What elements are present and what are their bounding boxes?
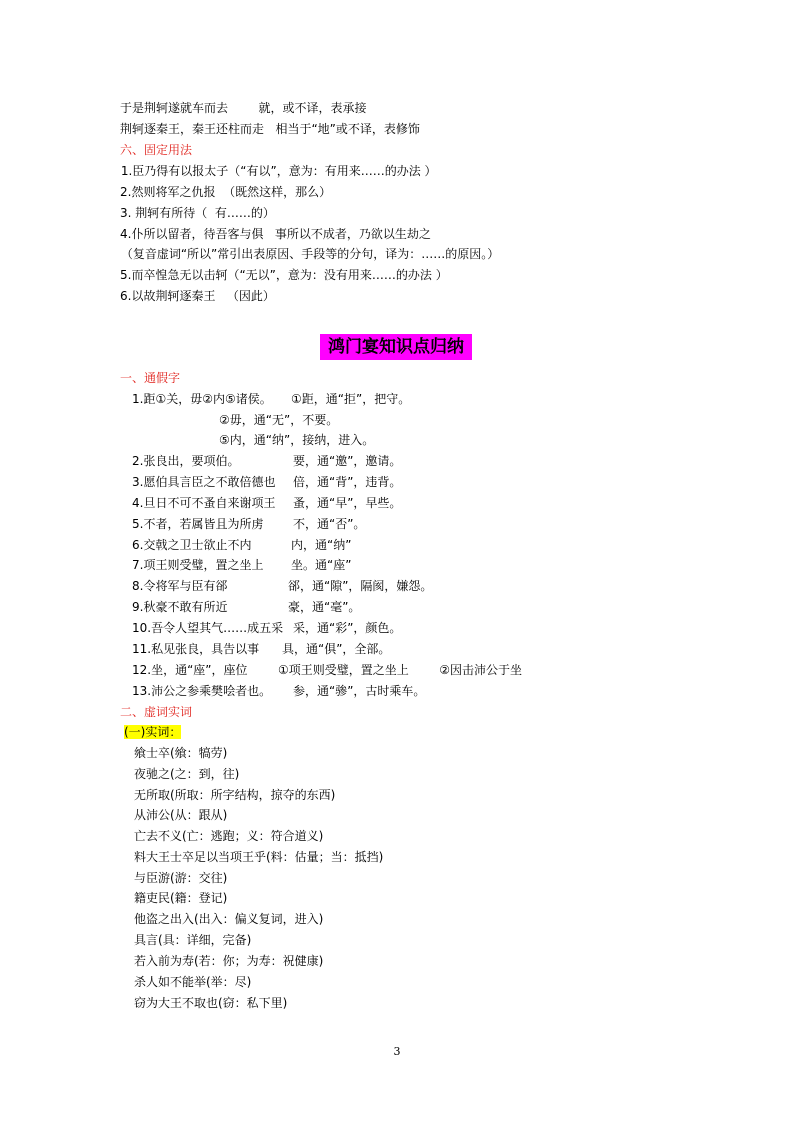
tongjia-example: 6.交戟之卫士欲止不内 <box>132 538 252 552</box>
list-item: 若入前为寿(若：你；为寿：祝健康) <box>134 954 324 968</box>
tongjia-explanation: 郤，通“隙”，隔阂，嫌怨。 <box>288 579 433 593</box>
tongjia-example: 5.不者，若属皆且为所虏 <box>132 517 264 531</box>
tongjia-explanation: ⑤内，通“纳”，接纳，进入。 <box>219 433 375 447</box>
highlighted-label: (一)实词： <box>124 725 182 739</box>
tongjia-explanation: 倍，通“背”，违背。 <box>293 475 402 489</box>
list-item: 4.仆所以留者，待吾客与俱 事所以不成者，乃欲以生劫之 <box>120 227 431 241</box>
list-item: 2.然则将军之仇报 （既然这样，那么） <box>120 185 332 199</box>
list-item: 与臣游(游：交往) <box>134 871 228 885</box>
tongjia-explanation: 豪，通“毫”。 <box>288 600 361 614</box>
tongjia-example: 9.秋豪不敢有所近 <box>132 600 228 614</box>
tongjia-example: 10.吾令人望其气……成五采 <box>132 621 284 635</box>
list-item: 夜驰之(之：到，往) <box>134 767 240 781</box>
tongjia-explanation: 要，通“邀”，邀请。 <box>293 454 402 468</box>
tongjia-explanation: ②毋，通“无”，不要。 <box>219 413 339 427</box>
page-title: 鸿门宴知识点归纳 <box>320 334 472 360</box>
list-item: 杀人如不能举(举：尽) <box>134 975 252 989</box>
tongjia-example: 7.项王则受璧，置之坐上 <box>132 558 264 572</box>
section-heading: 六、固定用法 <box>120 143 193 157</box>
list-item: 无所取(所取：所字结构，掠夺的东西) <box>134 788 336 802</box>
tongjia-explanation: 蚤，通“早”，早些。 <box>293 496 402 510</box>
tongjia-example: 11.私见张良，具告以事 <box>132 642 260 656</box>
list-item: 6.以故荆轲逐秦王 （因此） <box>120 289 275 303</box>
text-line: 荆轲逐秦王，秦王还柱而走 相当于“地”或不译，表修饰 <box>120 122 420 136</box>
tongjia-explanation: 参，通“骖”，古时乘车。 <box>293 684 426 698</box>
tongjia-example: 1.距①关，毋②内⑤诸侯。 <box>132 392 272 406</box>
tongjia-explanation: 具，通“俱”，全部。 <box>282 642 391 656</box>
section-heading: 二、虚词实词 <box>120 705 193 719</box>
tongjia-explanation: 坐。通“座” <box>291 558 352 572</box>
page-number: 3 <box>393 1045 401 1058</box>
tongjia-example: 4.旦日不可不蚤自来谢项王 <box>132 496 276 510</box>
tongjia-example: 2.张良出，要项伯。 <box>132 454 240 468</box>
list-item: 料大王士卒足以当项王乎(料：估量；当：抵挡) <box>134 850 384 864</box>
list-item: 从沛公(从：跟从) <box>134 808 228 822</box>
tongjia-explanation: 内，通“纳” <box>291 538 352 552</box>
tongjia-example: 3.愿伯具言臣之不敢倍德也 <box>132 475 276 489</box>
section-heading: 一、通假字 <box>120 371 181 385</box>
list-item: 籍吏民(籍：登记) <box>134 891 228 905</box>
list-item: 窃为大王不取也(窃：私下里) <box>134 996 288 1010</box>
list-item: 3. 荆轲有所待（ 有……的） <box>120 206 275 220</box>
subsection-label <box>124 724 181 740</box>
list-item: 他盗之出入(出入：偏义复词，进入) <box>134 912 324 926</box>
list-item: 飨士卒(飨：犒劳) <box>134 746 228 760</box>
tongjia-explanation: ①距，通“拒”，把守。 <box>291 392 411 406</box>
tongjia-explanation: 不，通“否”。 <box>293 517 366 531</box>
tongjia-explanation: 采，通“彩”，颜色。 <box>293 621 402 635</box>
tongjia-example: 8.令将军与臣有郤 <box>132 579 228 593</box>
list-item: 5.而卒惶急无以击轲（“无以”，意为：没有用来……的办法 ） <box>120 268 448 282</box>
tongjia-example: 12.坐，通“座”，座位 <box>132 663 248 677</box>
tongjia-explanation: ①项王则受璧，置之坐上 ②因击沛公于坐 <box>278 663 523 677</box>
text-line: 于是荆轲遂就车而去 就，或不译，表承接 <box>120 101 367 115</box>
list-item: 亡去不义(亡：逃跑；义：符合道义) <box>134 829 324 843</box>
list-item: （复音虚词“所以”常引出表原因、手段等的分句，译为：……的原因。） <box>117 247 500 261</box>
tongjia-example: 13.沛公之参乘樊哙者也。 <box>132 684 272 698</box>
list-item: 1.臣乃得有以报太子（“有以”，意为：有用来……的办法 ） <box>117 164 437 178</box>
list-item: 具言(具：详细，完备) <box>134 933 252 947</box>
